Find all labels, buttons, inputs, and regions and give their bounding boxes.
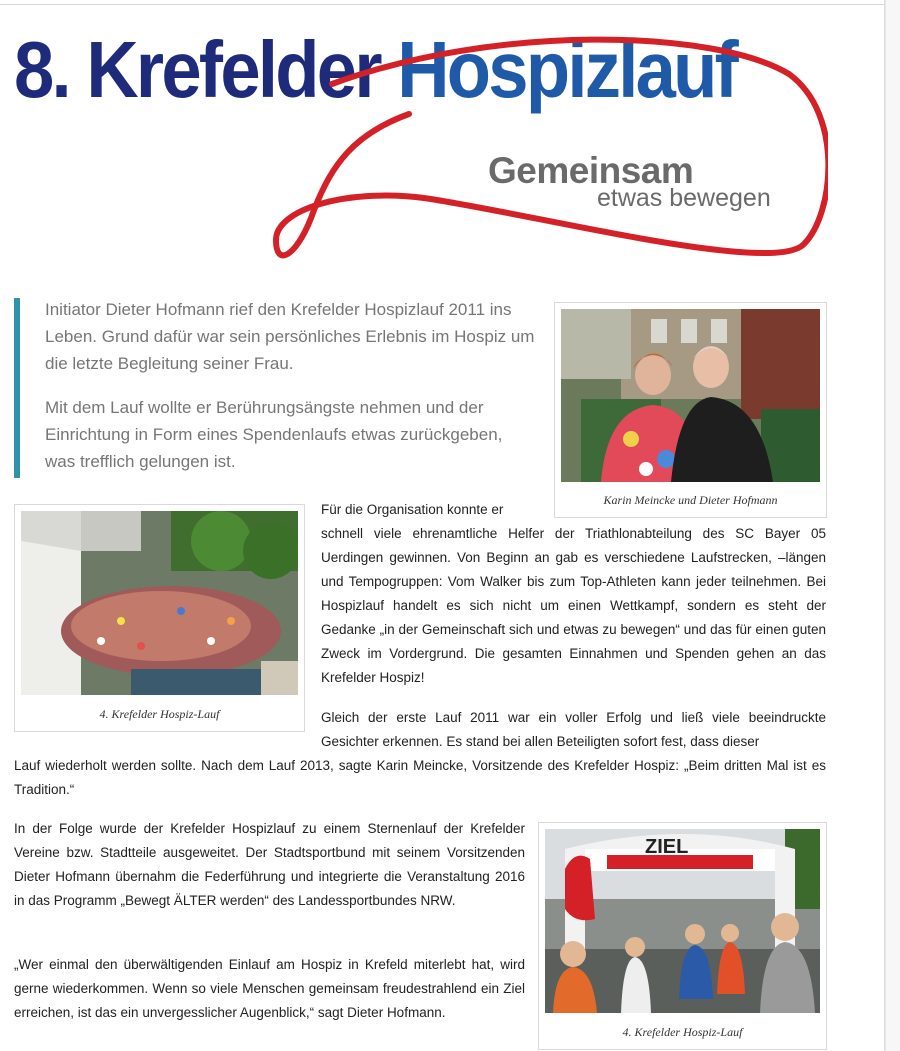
top-divider xyxy=(0,4,884,5)
banner-tagline-line1: Gemeinsam xyxy=(488,150,694,191)
event-banner xyxy=(14,14,828,280)
crowd-photo-illustration xyxy=(21,511,298,695)
banner-title-part1: 8. Krefelder xyxy=(14,25,398,114)
article-paragraph-2: Lauf wiederholt werden sollte. Nach dem Lauf 2013, sagte Karin Meincke, Vorsitzende des Krefelder Hospiz: „Beim dritten Mal ist es Tradition.“ xyxy=(14,758,826,797)
crowd-caption: 4. Krefelder Hospiz-Lauf xyxy=(99,707,220,721)
finish-photo xyxy=(545,829,820,1013)
banner-title-part2: Hospizlauf xyxy=(397,25,737,114)
quote-accent-bar xyxy=(14,298,20,478)
red-swoosh-logo xyxy=(14,14,828,280)
quote-paragraph-2: Mit dem Lauf wollte er Berührungsängste nehmen und der Einrichtung in Form eines Spendenlaufs etwas zurückgeben, was trefflich gelungen ist. xyxy=(45,398,503,471)
finish-banner-text: ZIEL xyxy=(645,836,689,858)
portrait-caption: Karin Meincke und Dieter Hofmann xyxy=(603,493,778,507)
crowd-figure xyxy=(14,504,305,732)
crowd-photo xyxy=(21,511,298,695)
scrollbar-track[interactable] xyxy=(885,0,900,1051)
finish-photo-illustration xyxy=(545,829,820,1013)
quote-paragraph-1: Initiator Dieter Hofmann rief den Krefelder Hospizlauf 2011 ins Leben. Grund dafür war sein persönliches Erlebnis im Hospiz um die letzte Begleitung seiner Frau. xyxy=(45,300,535,373)
portrait-photo-illustration xyxy=(561,309,820,482)
portrait-figure xyxy=(554,302,827,518)
article-paragraph-3: In der Folge wurde der Krefelder Hospizlauf zu einem Sternenlauf der Krefelder Vereine bzw. Stadtteile ausgeweitet. Der Stadtsportbund mit seinem Vorsitzenden Dieter Hofmann übernahm die Federführung und integrierte die Veranstaltung 2016 in das Programm „Bewegt ÄLTER werden“ des Landessportbundes NRW. xyxy=(14,821,525,908)
article-paragraph-1: schnell viele ehrenamtliche Helfer der Triathlonabteilung des SC Bayer 05 Uerdingen gewinnen. Von Beginn an gab es verschiedene Laufstrecken, –längen und Tempogruppen: Vom Walker bis zum Top-Athleten kann jeder teilnehmen. Bei Hospizlauf handelt es sich nicht um einen Wettkampf, sondern es steht der Gedanke „in der Gemeinschaft sich und etwas zu bewegen“ und das für einen guten Zweck im Vordergrund. Die gesamten Einnahmen und Spenden gehen an das Krefelder Hospiz! xyxy=(321,526,826,685)
banner-tagline-line2: etwas bewegen xyxy=(597,184,771,212)
article-paragraph-1-lead: Für die Organisation konnte er xyxy=(321,502,504,517)
portrait-photo xyxy=(561,309,820,482)
finish-caption: 4. Krefelder Hospiz-Lauf xyxy=(622,1025,743,1039)
article-paragraph-4: „Wer einmal den überwältigenden Einlauf am Hospiz in Krefeld miterlebt hat, wird gerne wiederkommen. Wenn so viele Menschen gemeinsam freudestrahlend ein Ziel erreichen, ist das ein unvergesslicher Augenblick,“ sagt Dieter Hofmann. xyxy=(14,957,525,1020)
finish-figure xyxy=(538,822,827,1050)
article-paragraph-2-lead: Gleich der erste Lauf 2011 war ein voller Erfolg und ließ viele beeindruckte Gesichter erkennen. Es stand bei allen Beteiligten sofort fest, dass dieser xyxy=(321,710,826,749)
intro-quote xyxy=(14,296,535,480)
